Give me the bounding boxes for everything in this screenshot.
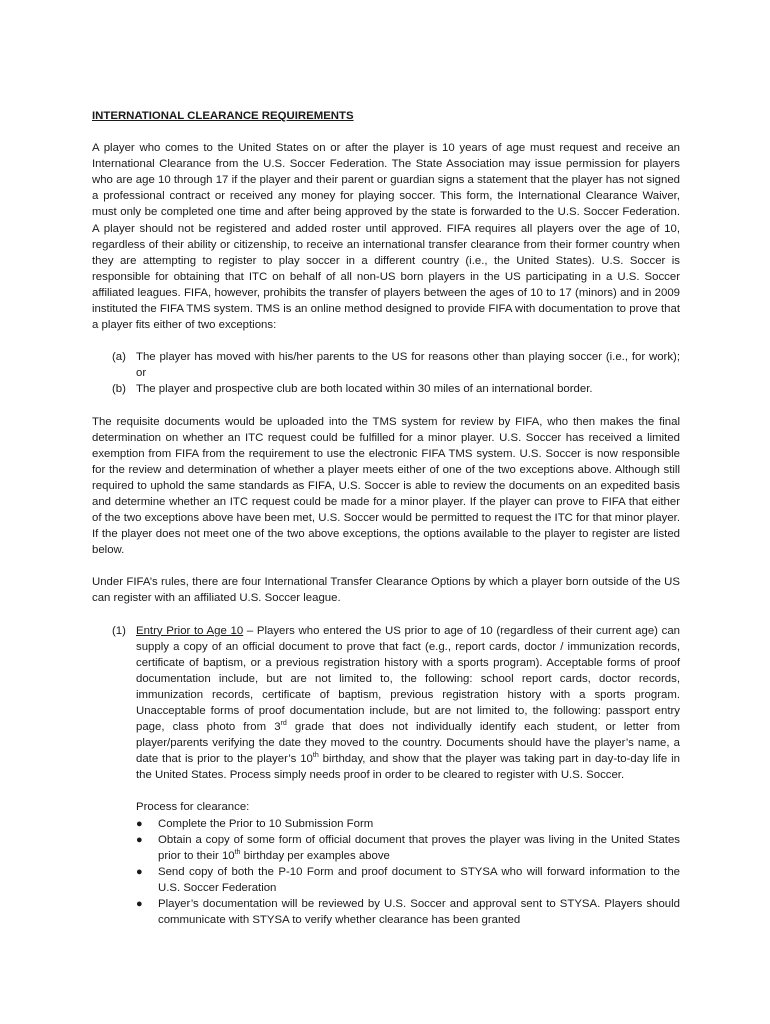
exception-item (92, 349, 680, 381)
option-text-b: grade that does not individually identify each student, or letter from player/parents verifying the date they moved to the country. Documents should have the player’s name, a date that is prior to the player’s 10 (136, 721, 680, 766)
ordinal-suffix: th (312, 752, 319, 760)
process-step-text: Send copy of both the P-10 Form and proof document to STYSA who will forward information to the U.S. Soccer Federation (158, 865, 680, 894)
process-heading: Process for clearance: (136, 801, 250, 814)
exception-item (92, 381, 680, 397)
exceptions-list (92, 349, 680, 397)
process-step (136, 816, 680, 832)
ordinal-suffix: th (234, 848, 241, 856)
bullet-icon: ● (136, 865, 143, 878)
bullet-icon: ● (136, 833, 143, 846)
bullet-icon: ● (136, 817, 143, 830)
bullet-icon: ● (136, 898, 143, 911)
option-body (136, 623, 680, 929)
document-title: INTERNATIONAL CLEARANCE REQUIREMENTS (92, 110, 354, 122)
option-entry-prior-to-age-10 (92, 623, 680, 929)
process-step (136, 896, 680, 928)
process-step (136, 832, 680, 864)
process-step-text: Player’s documentation will be reviewed by U.S. Soccer and approval sent to STYSA. Players should communicate with STYSA to verify whether clearance has been granted (158, 898, 680, 927)
requisite-paragraph: The requisite documents would be uploaded into the TMS system for review by FIFA, who then makes the final determination on whether an ITC request could be fulfilled for a minor player. U.S. Soccer has received a limited exemption from FIFA from the requirement to use the electronic FIFA TMS system. U.S. Soccer is now responsible for the review and determination of whether a player meets either of one of the two exceptions above. Although still required to uphold the same standards as FIFA, U.S. Soccer is able to review the documents on an expedited basis and determine whether an ITC request could be made for a minor player. If the player can prove to FIFA that either of the two exceptions above have been met, U.S. Soccer would be permitted to request the ITC for that minor player. If the player does not meet one of the two above exceptions, the options available to the player to register are listed below. (92, 415, 680, 557)
intro-paragraph: A player who comes to the United States on or after the player is 10 years of age must request and receive an International Clearance from the U.S. Soccer Federation. The State Association may issue permission for players who are age 10 through 17 if the player and their parent or guardian signs a statement that the player has not signed a professional contract or received any money for playing soccer. This form, the International Clearance Waiver, must only be completed one time and after being approved by the state is forwarded to the U.S. Soccer Federation. A player should not be registered and added roster until approved. FIFA requires all players over the age of 10, regardless of their ability or citizenship, to receive an international transfer clearance from their former country when they are attempting to register to play soccer in a different country (i.e., the United States). U.S. Soccer is responsible for obtaining that ITC on behalf of all non-US born players in the US participating in a U.S. Soccer affiliated leagues. FIFA, however, prohibits the transfer of players between the ages of 10 to 17 (minors) and in 2009 instituted the FIFA TMS system. TMS is an online method designed to provide FIFA with documentation to prove that a player fits either of two exceptions: (92, 142, 680, 332)
process-step-rest: birthday per examples above (240, 849, 390, 862)
document-page (92, 108, 680, 928)
option-description (136, 623, 680, 784)
exception-text: The player and prospective club are both located within 30 miles of an international border. (136, 383, 593, 396)
ordinal-suffix: rd (280, 720, 287, 728)
process-step (136, 864, 680, 896)
option-text-a: – Players who entered the US prior to age of 10 (regardless of their current age) can supply a copy of an official document to prove that fact (e.g., report cards, doctor / immunization records, certificate of baptism, or a previous registration history with a sports program). Acceptable forms of proof documentation include, but are not limited to, the following: school report cards, doctor records, immunization records, certificate of baptism, previous registration history with a sports program. Unacceptable forms of proof documentation include, but are not limited to, the following: passport entry page, class photo from 3 (136, 624, 681, 734)
process-steps-list (136, 816, 680, 929)
process-step-text: Obtain a copy of some form of official document that proves the player was living in the United States prior to their 10 (158, 833, 680, 862)
process-step-text: Complete the Prior to 10 Submission Form (158, 817, 374, 830)
fifa-rules-paragraph: Under FIFA’s rules, there are four International Transfer Clearance Options by which a player born outside of the US can register with an affiliated U.S. Soccer league. (92, 576, 680, 605)
exception-text: The player has moved with his/her parents to the US for reasons other than playing soccer (i.e., for work); or (136, 351, 680, 380)
exception-label: (a) (112, 351, 126, 364)
option-title: Entry Prior to Age 10 (136, 624, 244, 637)
exception-label: (b) (112, 383, 126, 396)
option-label: (1) (112, 624, 126, 637)
option-text-c: birthday, and show that the player was taking part in day-to-day life in the United States. Process simply needs proof in order to be cleared to register with U.S. Soccer. (136, 753, 680, 782)
